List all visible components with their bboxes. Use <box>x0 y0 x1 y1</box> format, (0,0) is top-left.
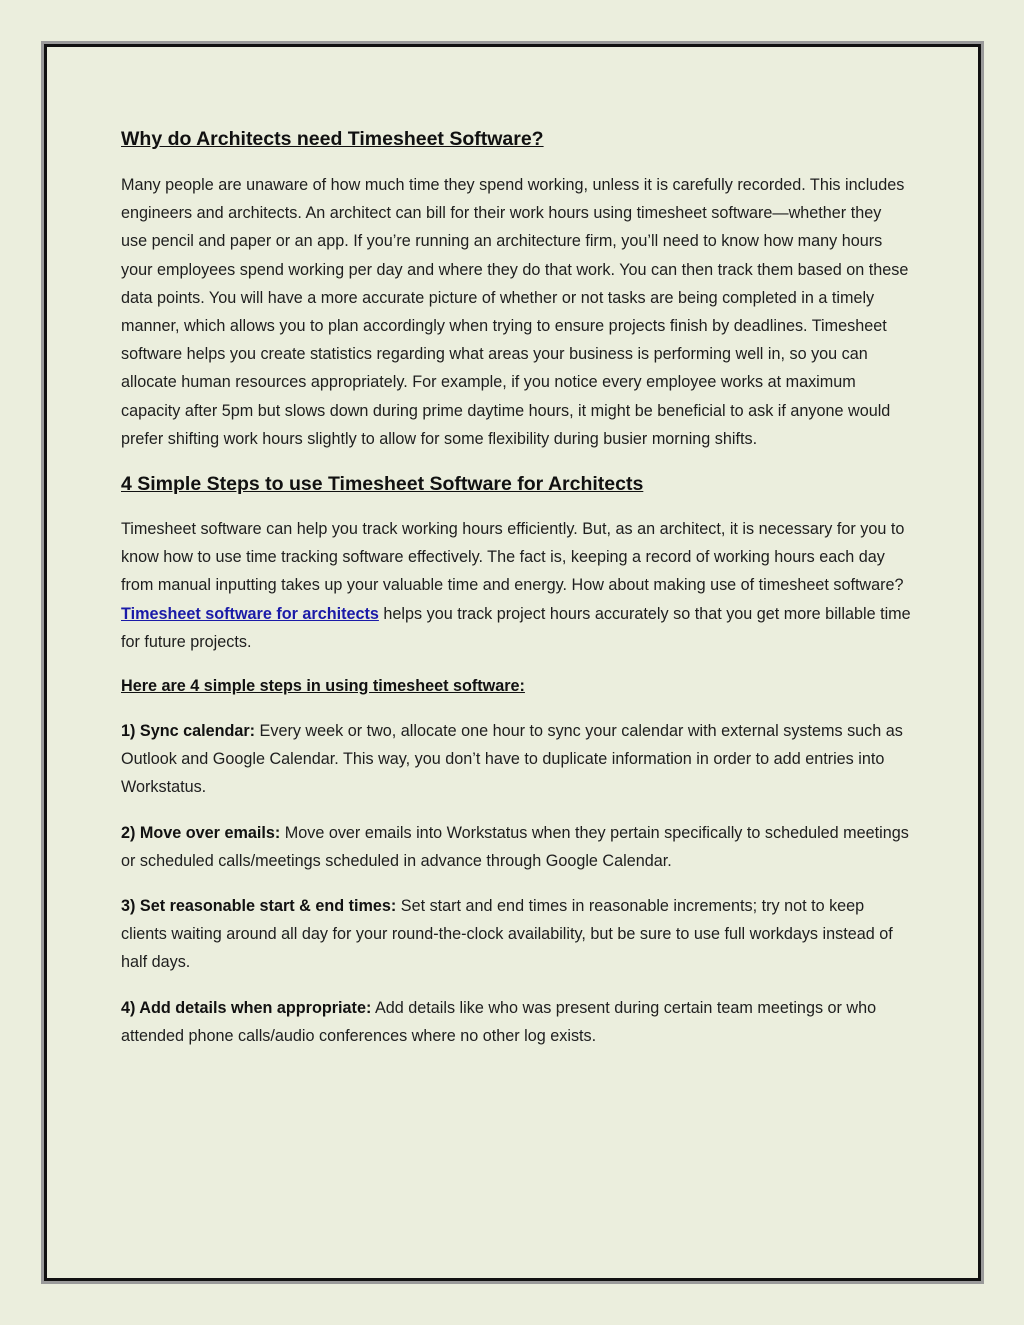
step-title: 1) Sync calendar: <box>121 722 256 741</box>
timesheet-software-link[interactable]: Timesheet software for architects <box>121 604 379 623</box>
paragraph-text-after-link: helps you track project hours accurately so that you get more billable time for future projects. <box>121 604 911 651</box>
heading-four-steps: 4 Simple Steps to use Timesheet Software for Architects <box>121 473 644 496</box>
step-title: 3) Set reasonable start & end times: <box>121 897 397 916</box>
step-title: 4) Add details when appropriate: <box>121 998 372 1017</box>
heading-why-architects: Why do Architects need Timesheet Software? <box>121 128 544 150</box>
step-sync-calendar <box>121 717 911 802</box>
page-border <box>44 44 981 1281</box>
step-text: Add details like who was present during certain team meetings or who attended phone calls/audio conferences where no other log exists. <box>121 998 877 1045</box>
step-text: Move over emails into Workstatus when they pertain specifically to scheduled meetings or scheduled calls/meetings scheduled in advance through Google Calendar. <box>121 823 909 870</box>
step-add-details <box>121 994 911 1050</box>
step-move-emails <box>121 819 911 875</box>
document-body <box>121 125 911 1050</box>
page-frame <box>41 41 984 1284</box>
paragraph-intro: Many people are unaware of how much time they spend working, unless it is carefully recorded. This includes engineers and architects. An architect can bill for their work hours using timesheet software—whether they use pencil and paper or an app. If you’re running an architecture firm, you’ll need to know how many hours your employees spend working per day and where they do that work. You can then track them based on these data points. You will have a more accurate picture of whether or not tasks are being completed in a timely manner, which allows you to plan accordingly when trying to ensure projects finish by deadlines. Timesheet software helps you create statistics regarding what areas your business is performing well in, so you can allocate human resources appropriately. For example, if you notice every employee works at maximum capacity after 5pm but slows down during prime daytime hours, it might be beneficial to ask if anyone would prefer shifting work hours slightly to allow for some flexibility during busier morning shifts. <box>121 176 909 448</box>
step-text: Every week or two, allocate one hour to sync your calendar with external systems such as Outlook and Google Calendar. This way, you don’t have to duplicate information in order to add entries into Workstatus. <box>121 722 903 797</box>
step-text: Set start and end times in reasonable increments; try not to keep clients waiting around all day for your round-the-clock availability, but be sure to use full workdays instead of half days. <box>121 897 893 972</box>
steps-intro-heading: Here are 4 simple steps in using timesheet software: <box>121 677 525 696</box>
paragraph-text-before-link: Timesheet software can help you track working hours efficiently. But, as an architect, it is necessary for you to know how to use time tracking software effectively. The fact is, keeping a record of working hours each day from manual inputting takes up your valuable time and energy. How about making use of timesheet software? <box>121 520 905 595</box>
step-title: 2) Move over emails: <box>121 823 281 842</box>
step-start-end-times <box>121 892 911 977</box>
paragraph-timesheet-help <box>121 515 911 656</box>
